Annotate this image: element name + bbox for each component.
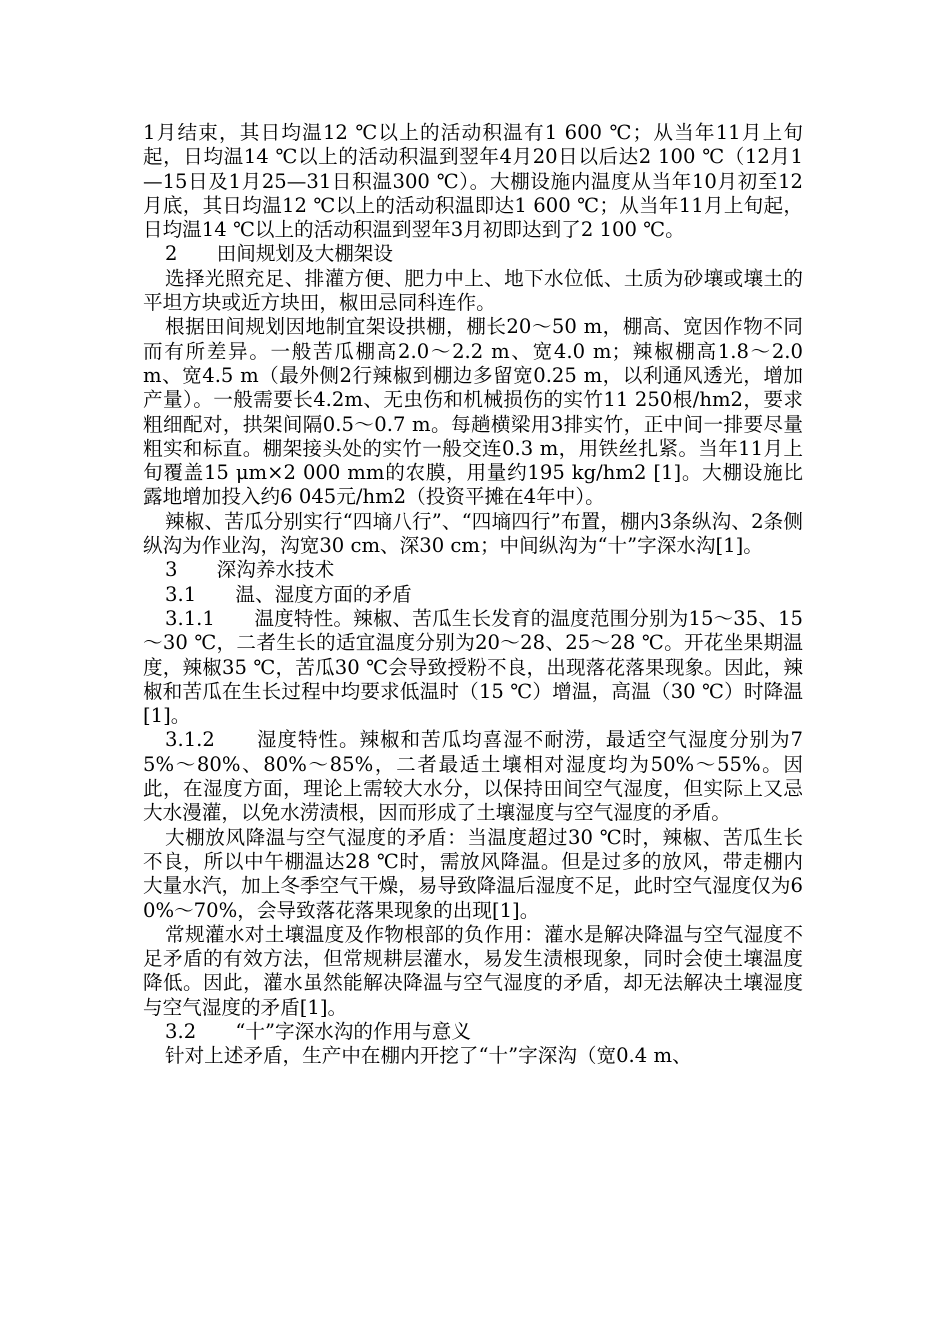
paragraph-irrigation-side-effects: 常规灌水对土壤温度及作物根部的负作用：灌水是解决降温与空气湿度不足矛盾的有效方法，但常规耕层灌水，易发生渍根现象，同时会使土壤温度降低。因此，灌水虽然能解决降温与空气湿度的矛盾，却无法解决土壤湿度与空气湿度的矛盾[1]。 (143, 922, 803, 1019)
section-heading-3: 3 深沟养水技术 (165, 558, 335, 582)
subsection-heading-3-2: 3.2 “十”字深水沟的作用与意义 (165, 1019, 471, 1043)
paragraph-ventilation-conflict: 大棚放风降温与空气湿度的矛盾：当温度超过30 ℃时，辣椒、苦瓜生长不良，所以中午棚温达28 ℃时，需放风降温。但是过多的放风，带走棚内大量水汽，加上冬季空气干燥，易导致降温后湿度不足，此时空气湿度仅为60%～70%，会导致落花落果现象的出现[1]。 (143, 825, 803, 922)
subsection-heading-3-1: 3.1 温、湿度方面的矛盾 (165, 582, 412, 606)
paragraph-deep-ditch: 针对上述矛盾，生产中在棚内开挖了“十”字深沟（宽0.4 m、 (165, 1044, 692, 1068)
section-heading-2: 2 田间规划及大棚架设 (165, 242, 393, 266)
paragraph-humidity-traits: 3.1.2 湿度特性。辣椒和苦瓜均喜湿不耐涝，最适空气湿度分别为75%～80%、80%～85%，二者最适土壤相对湿度均为50%～55%。因此，在湿度方面，理论上需较大水分，以保持田间空气湿度，但实际上又忌大水漫灌，以免水涝渍根，因而形成了土壤湿度与空气湿度的矛盾。 (143, 728, 803, 825)
paragraph-temperature-traits: 3.1.1 温度特性。辣椒、苦瓜生长发育的温度范围分别为15～35、15～30 ℃，二者生长的适宜温度分别为20～28、25～28 ℃。开花坐果期温度，辣椒35 ℃，苦瓜30 ℃会导致授粉不良，出现落花落果现象。因此，辣椒和苦瓜在生长过程中均要求低温时（15 ℃）增温，高温（30 ℃）时降温[1]。 (143, 606, 803, 728)
document-body (143, 121, 803, 1069)
paragraph-shed-construction: 根据田间规划因地制宜架设拱棚，棚长20～50 m，棚高、宽因作物不同而有所差异。一般苦瓜棚高2.0～2.2 m、宽4.0 m；辣椒棚高1.8～2.0 m、宽4.5 m（最外侧2行辣椒到棚边多留宽0.25 m，以利通风透光，增加产量）。一般需要长4.2m、无虫伤和机械损伤的实竹11 250根/hm2，要求粗细配对，拱架间隔0.5～0.7 m。每趟横梁用3排实竹，正中间一排要尽量粗实和标直。棚架接头处的实竹一般交连0.3 m，用铁丝扎紧。当年11月上旬覆盖15 μm×2 000 mm的农膜，用量约195 kg/hm2 [1]。大棚设施比露地增加投入约6 045元/hm2（投资平摊在4年中）。 (143, 315, 803, 509)
paragraph-temperature-accumulation: 1月结束，其日均温12 ℃以上的活动积温有1 600 ℃；从当年11月上旬起，日均温14 ℃以上的活动积温到翌年4月20日以后达2 100 ℃（12月1—15日及1月25—31日积温300 ℃）。大棚设施内温度从当年10月初至12月底，其日均温12 ℃以上的活动积温即达1 600 ℃；从当年11月上旬起，日均温14 ℃以上的活动积温到翌年3月初即达到了2 100 ℃。 (143, 121, 803, 242)
paragraph-site-selection: 选择光照充足、排灌方便、肥力中上、地下水位低、土质为砂壤或壤土的平坦方块或近方块田，椒田忌同科连作。 (143, 266, 803, 315)
paragraph-row-layout: 辣椒、苦瓜分别实行“四墒八行”、“四墒四行”布置，棚内3条纵沟、2条侧纵沟为作业沟，沟宽30 cm、深30 cm；中间纵沟为“十”字深水沟[1]。 (143, 509, 803, 558)
